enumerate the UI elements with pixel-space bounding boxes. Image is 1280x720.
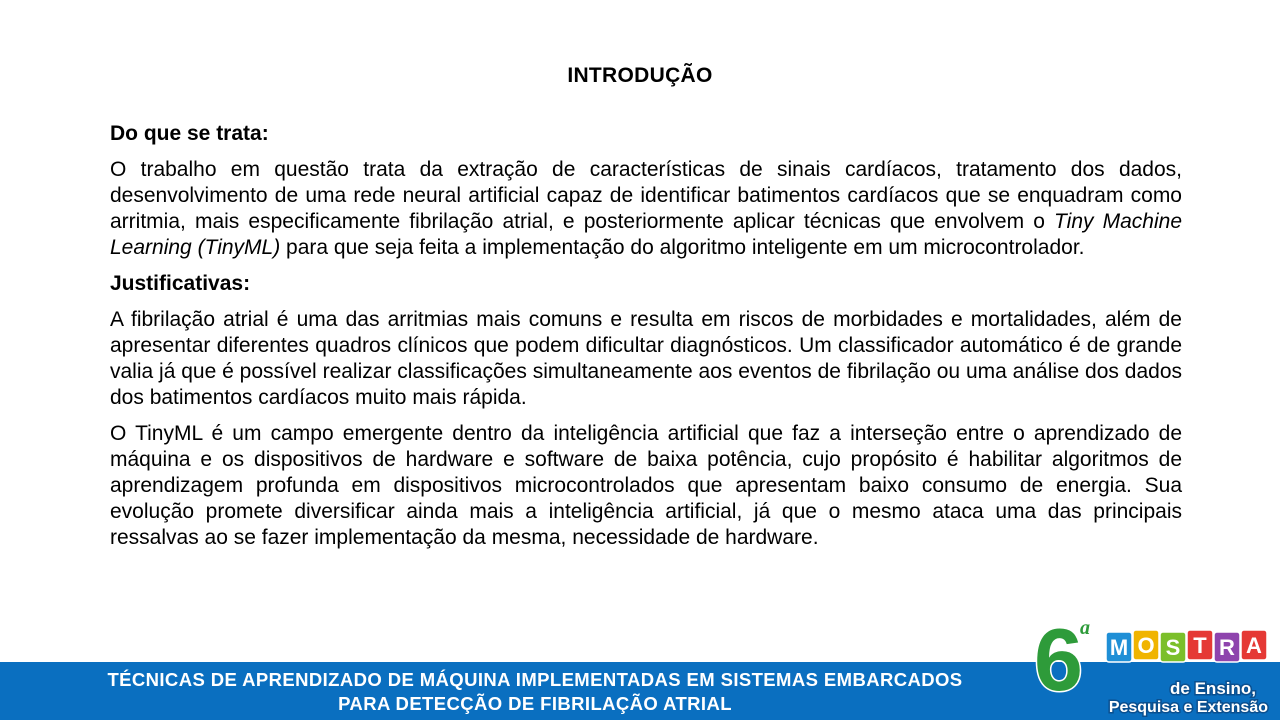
logo-letter: T [1193,633,1207,658]
footer-title-line-2: PARA DETECÇÃO DE FIBRILAÇÃO ATRIAL [338,693,732,714]
logo-letter-tiles [1106,630,1267,662]
logo-letter: A [1246,633,1262,658]
paragraph-about-text-start: O trabalho em questão trata da extração de características de sinais cardíacos, tratamento dos dados, desenvolvimento de uma rede neural artificial capaz de identificar batimentos cardíacos que se enquadram como arritmia, mais especificamente fibrilação atrial, e posteriormente aplicar técnicas que envolvem o [110,158,1182,233]
logo-line-ensino: de Ensino, [1170,679,1256,698]
footer-title-line-1: TÉCNICAS DE APRENDIZADO DE MÁQUINA IMPLEMENTADAS EM SISTEMAS EMBARCADOS [107,669,963,690]
logo-edition-number: 6 [1034,612,1083,709]
paragraph-about-italic-term: Tiny Machine Learning (TinyML) [110,210,1182,259]
footer-title [0,668,1070,716]
logo-ordinal: a [1080,617,1090,639]
slide-content [110,121,1182,551]
paragraph-justification-2: O TinyML é um campo emergente dentro da inteligência artificial que faz a interseção entre o aprendizado de máquina e os dispositivos de hardware e software de baixa potência, cujo propósito é habilitar algoritmos de aprendizagem profunda em dispositivos microcontrolados que apresentam baixo consumo de energia. Sua evolução promete diversificar ainda mais a inteligência artificial, já que o mesmo ataca uma das principais ressalvas ao se fazer implementação da mesma, necessidade de hardware. [110,422,1182,549]
paragraph-about [110,157,1182,261]
section-heading-about: Do que se trata: [110,122,269,145]
logo-letter: M [1109,635,1129,660]
logo-letter: O [1137,633,1155,658]
slide-title: INTRODUÇÃO [567,64,713,87]
section-heading-justifications: Justificativas: [110,272,251,295]
paragraph-justification-1: A fibrilação atrial é uma das arritmias mais comuns e resulta em riscos de morbidades e mortalidades, além de apresentar diferentes quadros clínicos que podem dificultar diagnósticos. Um classificador automático é de grande valia já que é possível realizar classificações simultaneamente aos eventos de fibrilação ou uma análise dos dados dos batimentos cardíacos muito mais rápida. [110,308,1182,409]
logo-letter: S [1165,635,1181,660]
logo-letter: R [1219,635,1235,660]
logo-line-pesquisa: Pesquisa e Extensão [1108,699,1268,716]
mostra-logo [1034,612,1274,718]
paragraph-about-text-end: para que seja feita a implementação do algoritmo inteligente em um microcontrolador. [280,236,1085,259]
